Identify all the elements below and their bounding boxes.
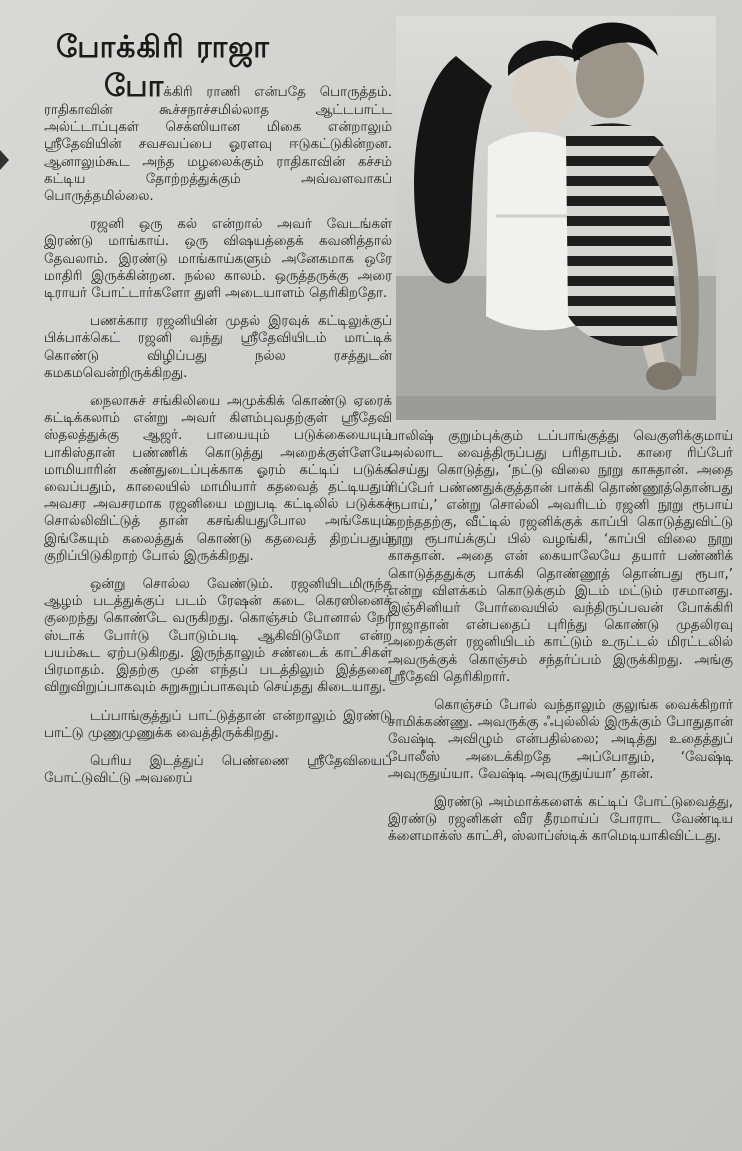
article-title: போக்கிரி ராஜா xyxy=(56,30,270,65)
article-paragraph: நைலாசுச் சங்கிலியை அமுக்கிக் கொண்டு ஏரைக் கட்டிக்கலாம் என்று அவர் கிளம்புவதற்குள் ஸ்ரீதேவி ஸ்தலத்துக்கு ஆஜர். பாயையும் படுக்கையையும் பாகிஸ்தான் பண்ணிக் கொடுத்து அறைக்குள்ளேயே மாமியாரின் கண்துடைப்புக்காக ஓரம் கட்டிப் படுக்க வைப்பதும், காலையில் மாமியார் கதவைத் தட்டியதும் அவசர அவசரமாக ரஜனியை மறுபடி கட்டிலில் படுக்கச் சொல்லிவிட்டுத் தான் கசங்கியதுபோல அங்கேயும் இங்கேயும் கலைத்துக் கொண்டு கதவைத் திறப்பதும் குறிப்பிடுகிறாற் போல் இருக்கிறது. xyxy=(44,394,392,564)
article-paragraph: பெரிய இடத்துப் பெண்ணை ஸ்ரீதேவியைப் போட்டுவிட்டு அவரைப் xyxy=(44,753,392,787)
article-paragraph: கொஞ்சம் போல் வந்தாலும் குலுங்க வைக்கிறார் சாமிக்கண்ணு. அவருக்கு ஃபுல்லில் இருக்கும் போதுதான் வேஷ்டி அவிழும் என்பதில்லை; அடித்து உதைத்துப் போலீஸ் அடைக்கிறதே அப்போதும், ‘வேஷ்டி அவுருதுய்யா. வேஷ்டி அவுருதுய்யா’ தான். xyxy=(388,698,733,782)
page-edge-mark xyxy=(0,150,9,170)
left-column xyxy=(44,28,392,1138)
article-paragraph: ஒன்று சொல்ல வேண்டும். ரஜனியிடமிருந்த ஆழம் படத்துக்குப் படம் ரேஷன் கடை கெரஸினைக் குறைந்து கொண்டே வருகிறது. கொஞ்சம் போனால் நோ ஸ்டாக் போர்டு போடும்படி ஆகிவிடுமோ என்ற பயம்கூட ஏற்படுகிறது. இருந்தாலும் சண்டைக் காட்சிகள் பிரமாதம். இதற்கு முன் எந்தப் படத்திலும் இத்தனை விறுவிறுப்பாகவும் சுறுசுறுப்பாகவும் செய்தது கிடையாது. xyxy=(44,577,392,696)
article-paragraph xyxy=(44,69,392,205)
film-still-photo xyxy=(396,16,716,420)
couple-photo-icon xyxy=(396,16,716,420)
paragraph-text: க்கிரி ராணி என்பதே பொருத்தம். ராதிகாவின் கூச்சநாச்சமில்லாத ஆட்டபாட்ட அல்ட்டாப்புகள் செக்ஸியான மிகை என்றாலும் ஸ்ரீதேவியின் சவசவப்பை ஓரளவு ஈடுகட்டுகின்றன. ஆனாலும்கூட அந்த மழலைக்கும் ராதிகாவின் கச்சம் கட்டிய தோற்றத்துக்கும் அவ்வளவாகப் பொருத்தமில்லை. xyxy=(44,85,392,205)
article-paragraph: ரஜனி ஒரு கல் என்றால் அவர் வேடங்கள் இரண்டு மாங்காய். ஒரு விஷயத்தைக் கவனித்தால் தேவலாம். இரண்டு மாங்காய்களும் அனேகமாக ஒரே மாதிரி இருக்கின்றன. நல்ல காலம். ஒருத்தருக்கு அரை டிராயர் போட்டார்களோ துளி அடையாளம் தெரிகிறதோ. xyxy=(44,217,392,302)
article-paragraph: பணக்கார ரஜனியின் முதல் இரவுக் கட்டிலுக்குப் பிக்பாக்கெட் ரஜனி வந்து ஸ்ரீதேவியிடம் மாட்டிக் கொண்டு விழிப்பது நல்ல ரசத்துடன் கமகமவென்றிருக்கிறது. xyxy=(44,314,392,381)
drop-cap: போ xyxy=(104,69,164,104)
article-paragraph: இரண்டு அம்மாக்களைக் கட்டிப் போட்டுவைத்து, இரண்டு ரஜனிகள் வீர தீரமாய்ப் போராட வேண்டிய க்ளைமாக்ஸ் காட்சி, ஸ்லாப்ஸ்டிக் காமெடியாகிவிட்டது. xyxy=(388,795,733,845)
article-paragraph: பாலிஷ் குறும்புக்கும் டப்பாங்குத்து வெகுளிக்குமாய் அல்லாட வைத்திருப்பது பரிதாபம். காரை ரிப்பேர் செய்து கொடுத்து, ‘நட்டு விலை நூறு காசுதான். அதை ரிப்பேர் பண்ணதுக்குத்தான் பாக்கி தொண்ணூத்தொன்பது ரூபாய்,’ என்று சொல்லி அவரிடம் ரஜனி நூறு ரூபாய் கறந்ததற்கு, வீட்டில் ரஜனிக்குக் காப்பி கொடுத்துவிட்டு நூறு ரூபாய்க்குப் பில் வழங்கி, ‘காப்பி விலை நூறு காசுதான். அதை என் கையாலேயே தயார் பண்ணிக் கொடுத்ததுக்கு பாக்கி தொண்ணூத் தொன்பது ரூபா,’ என்று விளக்கம் கொடுக்கும் இடம் மட்டும் ரசமானது. இஞ்சினியர் போர்வையில் வந்திருப்பவன் போக்கிரி ராஜாதான் என்பதைப் புரிந்து கொண்டு முதலிரவு அறைக்குள் ரஜனியிடம் காட்டும் உருட்டல் மிரட்டலில் அவருக்குக் கொஞ்சம் சந்தர்ப்பம் இருக்கிறது. அங்கு ஸ்ரீதேவி தெரிகிறார். xyxy=(388,429,733,685)
right-column xyxy=(388,428,733,1028)
article-paragraph: டப்பாங்குத்துப் பாட்டுத்தான் என்றாலும் இரண்டு பாட்டு முணுமுணுக்க வைத்திருக்கிறது. xyxy=(44,708,392,741)
